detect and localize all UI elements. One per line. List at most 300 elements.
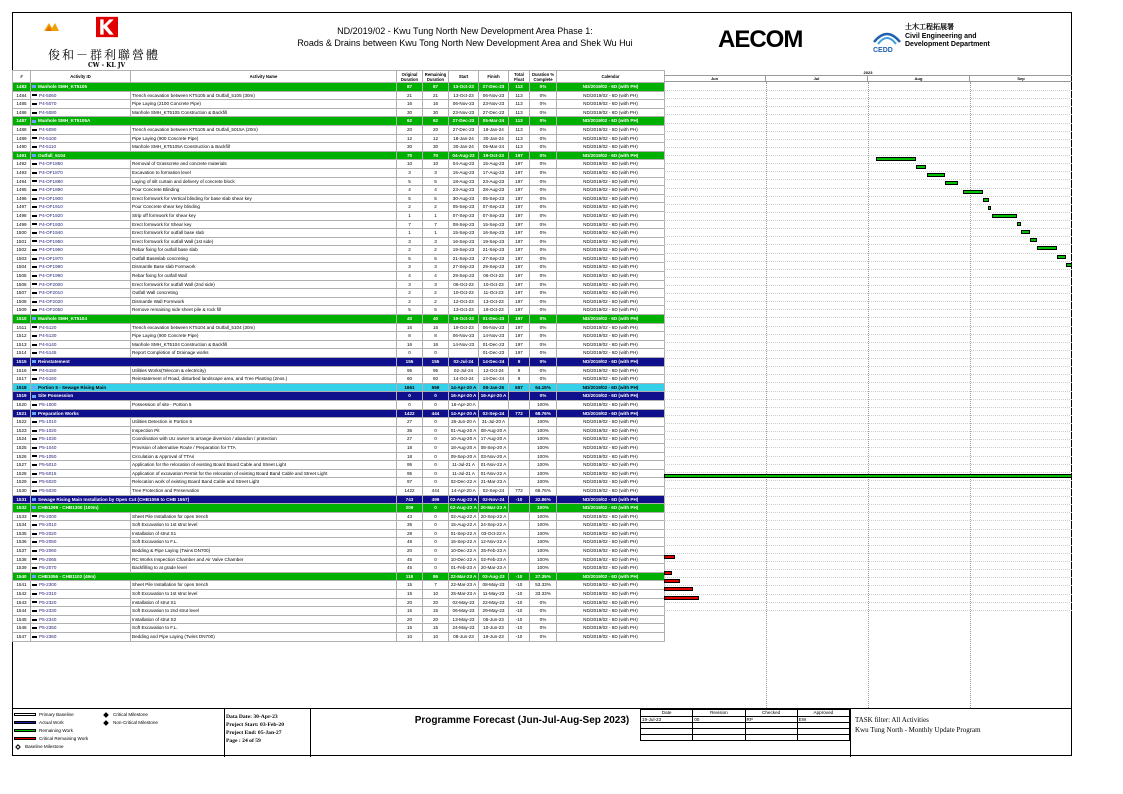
cell-rd: 10 — [423, 590, 449, 599]
gantt-row-line — [664, 155, 1072, 156]
cell-cal: ND/2019/02 - 6D (with PH) — [557, 229, 665, 238]
cell-pc: 0% — [530, 186, 557, 195]
gantt-bar[interactable] — [1017, 222, 1021, 226]
gantt-row-line — [664, 326, 1072, 327]
activity-row[interactable] — [13, 177, 665, 186]
cell-od: 45 — [397, 564, 423, 573]
gantt-bar[interactable] — [983, 198, 989, 202]
activity-row[interactable] — [13, 220, 665, 229]
gantt-row-line — [664, 90, 1072, 91]
cell-st: 06-Oct-23 — [449, 280, 479, 289]
cell-od: 20 — [397, 547, 423, 556]
activity-id: P4-OF1870 — [39, 169, 63, 175]
cell-pc: 0% — [530, 151, 557, 160]
gantt-bar[interactable] — [945, 181, 958, 185]
activity-bar-icon — [32, 430, 37, 432]
gantt-bar[interactable] — [927, 173, 945, 177]
cell-fi: 06-Oct-23 — [479, 272, 509, 281]
activity-bar-icon — [32, 378, 37, 380]
activity-row[interactable] — [13, 125, 665, 134]
cell-pc: 100% — [530, 426, 557, 435]
activity-bar-icon — [32, 223, 37, 225]
cell-name: Reinstatement of Road, disturbed landscape area, and Tree Planting (2nos.) — [131, 375, 397, 384]
cell-od: 0 — [397, 349, 423, 358]
cell-n: 1512 — [13, 332, 31, 341]
cell-od: 118 — [397, 572, 423, 581]
footer-divider — [850, 709, 851, 757]
gantt-row-line — [664, 98, 1072, 99]
cell-od: 2 — [397, 297, 423, 306]
cell-fi: 17-Aug-23 — [479, 168, 509, 177]
cell-n: 1530 — [13, 486, 31, 495]
gantt-row-line — [664, 537, 1072, 538]
cell-rd: 0 — [423, 478, 449, 487]
cell-fi: 14-Dec-24 — [479, 358, 509, 367]
cell-n: 1498 — [13, 211, 31, 220]
gantt-row-line — [664, 529, 1072, 530]
activity-id: P4-OF1930 — [39, 221, 63, 227]
gantt-bar[interactable] — [1066, 263, 1072, 267]
activity-row[interactable] — [13, 512, 665, 521]
cell-st — [449, 349, 479, 358]
activity-bar-icon — [32, 447, 37, 449]
activity-row[interactable] — [13, 581, 665, 590]
cell-od: 1661 — [397, 383, 423, 392]
cell-pc: 64.15% — [530, 383, 557, 392]
cell-od: 15 — [397, 607, 423, 616]
wbs-row[interactable] — [13, 392, 665, 401]
activity-row[interactable] — [13, 186, 665, 195]
column-header: Original Duration — [397, 71, 423, 83]
cell-tf: 9 — [509, 366, 530, 375]
schedule-dates — [226, 713, 284, 745]
cell-st: 12-Oct-23 — [449, 297, 479, 306]
gantt-bar[interactable] — [1057, 255, 1066, 259]
gantt-bar[interactable] — [876, 157, 916, 161]
cell-st: 04-Aug-23 — [449, 151, 479, 160]
cell-od: 15 — [397, 581, 423, 590]
activity-row[interactable] — [13, 280, 665, 289]
cell-n: 1492 — [13, 160, 31, 169]
cell-n: 1542 — [13, 590, 31, 599]
cell-cal: ND/2019/02 - 6D (with PH) — [557, 297, 665, 306]
cell-n: 1520 — [13, 400, 31, 409]
wbs-row[interactable] — [13, 409, 665, 418]
cell-pc: 68.76% — [530, 409, 557, 418]
gantt-row-line — [664, 212, 1072, 213]
project-end: Project End: 05-Jan-27 — [226, 730, 282, 736]
activity-bar-icon — [32, 258, 37, 260]
cell-n: 1506 — [13, 280, 31, 289]
gantt-year: 2023 — [664, 70, 1072, 76]
activity-row[interactable] — [13, 461, 665, 470]
cell-st: 14-Apr-20 A — [449, 383, 479, 392]
cell-fi: 22-May-23 — [479, 598, 509, 607]
activity-id: P4-OF2020 — [39, 298, 63, 304]
cell-pc: 100% — [530, 512, 557, 521]
revision-header: Checked — [745, 710, 797, 717]
cell-n: 1486 — [13, 108, 31, 117]
gantt-bar[interactable] — [664, 596, 699, 600]
activity-bar-icon — [32, 524, 37, 526]
cell-cal: ND/2019/02 - 6D (with PH) — [557, 529, 665, 538]
cell-fi: 01-Dec-23 — [479, 315, 509, 324]
activity-row[interactable] — [13, 469, 665, 478]
cell-name: Manhole SMH_KT5105A Construction & Backfill — [131, 143, 397, 152]
cell-pc: 100% — [530, 469, 557, 478]
activity-id: P4-OF2050 — [39, 307, 63, 313]
cell-rd: 5 — [423, 177, 449, 186]
cell-n: 1525 — [13, 443, 31, 452]
cell-od: 15 — [397, 590, 423, 599]
activity-row[interactable] — [13, 143, 665, 152]
jv-english-name: CW - KL JV — [88, 62, 126, 69]
legend-label: Critical Remaining Work — [39, 736, 89, 741]
cwkl-logo — [38, 16, 161, 69]
wbs-name: CHB1056 - CHB1102 (49m) — [38, 573, 96, 579]
cell-fi: 02-Nov-24 — [479, 495, 509, 504]
gantt-bar[interactable] — [664, 571, 672, 575]
cedd-logo — [872, 24, 1002, 60]
cell-fi: 23-Aug-23 — [479, 177, 509, 186]
activity-row[interactable] — [13, 521, 665, 530]
activity-bar-icon — [32, 326, 37, 328]
activity-row[interactable] — [13, 263, 665, 272]
cell-st: 25-Mar-23 A — [449, 590, 479, 599]
activity-row[interactable] — [13, 134, 665, 143]
gantt-row-line — [664, 374, 1072, 375]
activity-row[interactable] — [13, 538, 665, 547]
cell-tf: 197 — [509, 229, 530, 238]
cell-tf: 9 — [509, 358, 530, 367]
cell-rd: 95 — [423, 366, 449, 375]
column-header: # — [13, 71, 31, 83]
cell-name: Trench excavation between KT5105 and Outfall_5105 (30m) — [131, 91, 397, 100]
cedd-chinese: 土木工程拓展署 — [905, 24, 954, 31]
cell-name: Backfilling to at grade level — [131, 564, 397, 573]
cell-n: 1496 — [13, 194, 31, 203]
cell-st: 27-Sep-23 — [449, 263, 479, 272]
cell-pc: 0% — [530, 297, 557, 306]
activity-row[interactable] — [13, 418, 665, 427]
activity-bar-icon — [32, 481, 37, 483]
activity-row[interactable] — [13, 194, 665, 203]
wbs-row[interactable] — [13, 358, 665, 367]
cell-rd: 559 — [423, 383, 449, 392]
cell-st: 11-Jul-21 A — [449, 461, 479, 470]
column-header: Activity ID — [31, 71, 131, 83]
cell-od: 7 — [397, 220, 423, 229]
legend-critical-milestone — [104, 712, 148, 717]
wbs-row[interactable] — [13, 83, 665, 92]
cell-n: 1490 — [13, 143, 31, 152]
cell-rd: 0 — [423, 547, 449, 556]
wbs-row[interactable] — [13, 315, 665, 324]
activity-row[interactable] — [13, 555, 665, 564]
kl-logo-icon — [96, 16, 118, 38]
cell-rd: 2 — [423, 297, 449, 306]
activity-id: P4-OF1960 — [39, 247, 63, 253]
cell-name: Soft Excavation to 2nd strut level — [131, 607, 397, 616]
cell-od: 5 — [397, 194, 423, 203]
cell-od: 2 — [397, 289, 423, 298]
gantt-row-line — [664, 293, 1072, 294]
gantt-row-line — [664, 220, 1072, 221]
cell-tf — [509, 452, 530, 461]
activity-row[interactable] — [13, 366, 665, 375]
gantt-bar[interactable] — [916, 165, 926, 169]
aecom-logo: AECOM — [718, 26, 803, 53]
activity-row[interactable] — [13, 229, 665, 238]
cell-pc: 0% — [530, 289, 557, 298]
cell-st: 10-Dec-22 A — [449, 555, 479, 564]
activity-bar-icon — [32, 533, 37, 535]
cell-cal: ND/2019/02 - 6D (with PH) — [557, 160, 665, 169]
cell-rd: 0 — [423, 461, 449, 470]
cell-tf: 197 — [509, 168, 530, 177]
activity-row[interactable] — [13, 211, 665, 220]
activity-row[interactable] — [13, 108, 665, 117]
gantt-bar[interactable] — [1021, 230, 1030, 234]
cedd-mark-icon — [872, 24, 902, 54]
cell-name: Pipe Laying (900 Concrete Pipe) — [131, 134, 397, 143]
cell-st: 10-Oct-23 — [449, 289, 479, 298]
activity-row[interactable] — [13, 323, 665, 332]
activity-row[interactable] — [13, 340, 665, 349]
cell-name: Sheet Pile Installation for open trench — [131, 512, 397, 521]
cell-tf: 197 — [509, 177, 530, 186]
activity-bar-icon — [32, 215, 37, 217]
cell-rd: 16 — [423, 323, 449, 332]
cell-st: 06-Nov-23 — [449, 332, 479, 341]
cell-st: 13-Oct-23 — [449, 91, 479, 100]
activity-bar-icon — [32, 249, 37, 251]
cell-od: 743 — [397, 495, 423, 504]
activity-id: P4-5160 — [39, 376, 57, 382]
wbs-folder-icon — [32, 85, 36, 88]
cell-cal: ND/2019/02 - 6D (with PH) — [557, 418, 665, 427]
cell-n: 1509 — [13, 306, 31, 315]
activity-row[interactable] — [13, 564, 665, 573]
wbs-row[interactable] — [13, 495, 665, 504]
cell-rd: 20 — [423, 125, 449, 134]
gantt-bar[interactable] — [1030, 238, 1037, 242]
activity-row[interactable] — [13, 332, 665, 341]
hollow-diamond-icon — [15, 744, 21, 750]
legend-label: Non-Critical Milestone — [113, 720, 158, 725]
activity-row[interactable] — [13, 306, 665, 315]
cell-cal: ND/2019/02 - 6D (with PH) — [557, 358, 665, 367]
cell-n: 1529 — [13, 478, 31, 487]
activity-row[interactable] — [13, 297, 665, 306]
cell-cal: ND/2019/02 - 6D (with PH) — [557, 598, 665, 607]
cell-rd: 20 — [423, 598, 449, 607]
revision-value: RP — [745, 716, 797, 723]
activity-bar-icon — [32, 292, 37, 294]
cell-cal: ND/2019/02 - 6D (with PH) — [557, 633, 665, 642]
page-number: Page : 24 of 59 — [226, 738, 261, 744]
cell-st: 18-Aug-23 — [449, 177, 479, 186]
activity-row[interactable] — [13, 486, 665, 495]
cell-rd: 21 — [423, 91, 449, 100]
cell-cal: ND/2019/02 - 6D (with PH) — [557, 409, 665, 418]
activity-row[interactable] — [13, 254, 665, 263]
gantt-bar[interactable] — [992, 214, 1017, 218]
cell-name: Erect formwork for outfall base slab — [131, 229, 397, 238]
column-header: Finish — [479, 71, 509, 83]
activity-id: P5-1020 — [39, 427, 57, 433]
cell-fi: 08-May-23 — [479, 581, 509, 590]
activity-row[interactable] — [13, 100, 665, 109]
activity-row[interactable] — [13, 400, 665, 409]
activity-row[interactable] — [13, 168, 665, 177]
cell-tf: 197 — [509, 297, 530, 306]
activity-row[interactable] — [13, 615, 665, 624]
gantt-bar[interactable] — [664, 474, 1072, 478]
activity-row[interactable] — [13, 272, 665, 281]
activity-row[interactable] — [13, 435, 665, 444]
wbs-row[interactable] — [13, 117, 665, 126]
gantt-row-line — [664, 496, 1072, 497]
cell-name: Erect formwork for outfall Wall (1st side) — [131, 237, 397, 246]
cell-st: 22-Mar-23 A — [449, 572, 479, 581]
activity-bar-icon — [32, 240, 37, 242]
activity-row[interactable] — [13, 426, 665, 435]
cell-cal: ND/2019/02 - 6D (with PH) — [557, 400, 665, 409]
cell-tf — [509, 426, 530, 435]
wbs-row[interactable] — [13, 383, 665, 392]
cell-od: 95 — [397, 461, 423, 470]
cell-pc: 0% — [530, 598, 557, 607]
footer-divider — [224, 709, 225, 757]
cell-od: 12 — [397, 134, 423, 143]
cell-od: 8 — [397, 332, 423, 341]
wbs-folder-icon — [32, 360, 36, 363]
gantt-bar[interactable] — [963, 190, 983, 194]
wbs-row[interactable] — [13, 572, 665, 581]
cell-pc: 0% — [530, 366, 557, 375]
cell-rd: 62 — [423, 117, 449, 126]
cell-od: 36 — [397, 426, 423, 435]
activity-bar-icon — [32, 610, 37, 612]
cell-tf: 772 — [509, 409, 530, 418]
cell-tf — [509, 469, 530, 478]
task-filter-line2: Kwu Tung North - Monthly Update Program — [855, 726, 981, 734]
cell-name: Possession of site - Portion 5 — [131, 400, 397, 409]
activity-row[interactable] — [13, 91, 665, 100]
activity-row[interactable] — [13, 160, 665, 169]
gantt-row-line — [664, 228, 1072, 229]
cell-st: 15-Sep-22 A — [449, 538, 479, 547]
cell-tf: -10 — [509, 624, 530, 633]
gantt-header — [664, 70, 1072, 82]
cell-tf: 197 — [509, 280, 530, 289]
activity-row[interactable] — [13, 547, 665, 556]
activity-row[interactable] — [13, 443, 665, 452]
activity-row[interactable] — [13, 590, 665, 599]
activity-bar-icon — [32, 172, 37, 174]
cell-name: Installation of strut S2 — [131, 615, 397, 624]
gantt-bar[interactable] — [664, 579, 680, 583]
activity-row[interactable] — [13, 289, 665, 298]
cell-st: 05-Sep-23 — [449, 203, 479, 212]
gantt-gridline — [970, 82, 971, 708]
activity-row[interactable] — [13, 607, 665, 616]
cell-name: Application of excavation Permit for the relocation of existing Board Band Cable and Street Light — [131, 469, 397, 478]
activity-bar-icon — [32, 266, 37, 268]
cell-cal: ND/2019/02 - 6D (with PH) — [557, 564, 665, 573]
cell-n: 1540 — [13, 572, 31, 581]
activity-row[interactable] — [13, 349, 665, 358]
cell-pc: 0% — [530, 91, 557, 100]
cell-cal: ND/2019/02 - 6D (with PH) — [557, 83, 665, 92]
activity-row[interactable] — [13, 478, 665, 487]
cell-name: Pipe Laying (2100 Concrete Pipe) — [131, 100, 397, 109]
cell-od: 5 — [397, 254, 423, 263]
gantt-bar[interactable] — [1037, 246, 1057, 250]
activity-row[interactable] — [13, 452, 665, 461]
cell-n: 1500 — [13, 229, 31, 238]
activity-bar-icon — [32, 163, 37, 165]
activity-row[interactable] — [13, 237, 665, 246]
cell-st: 08-Jun-23 — [449, 633, 479, 642]
cell-pc: 0% — [530, 160, 557, 169]
cell-n: 1503 — [13, 254, 31, 263]
gantt-bar[interactable] — [664, 555, 675, 559]
wbs-row[interactable] — [13, 504, 665, 513]
cell-fi: 08-Aug-20 A — [479, 426, 509, 435]
activity-row[interactable] — [13, 375, 665, 384]
schedule-table — [12, 70, 665, 642]
cell-cal: ND/2019/02 - 6D (with PH) — [557, 315, 665, 324]
cell-tf — [509, 400, 530, 409]
wbs-row[interactable] — [13, 151, 665, 160]
gantt-bar[interactable] — [664, 587, 693, 591]
revision-header: Revision — [693, 710, 745, 717]
cell-fi: 21-Sep-23 — [479, 246, 509, 255]
activity-row[interactable] — [13, 633, 665, 642]
activity-bar-icon — [32, 619, 37, 621]
activity-id: P5-1030 — [39, 436, 57, 442]
cell-od: 45 — [397, 555, 423, 564]
cell-n: 1484 — [13, 91, 31, 100]
cell-rd: 0 — [423, 469, 449, 478]
cell-od: 16 — [397, 323, 423, 332]
gantt-row-line — [664, 553, 1072, 554]
cell-pc: 100% — [530, 555, 557, 564]
activity-row[interactable] — [13, 598, 665, 607]
activity-row[interactable] — [13, 203, 665, 212]
cell-fi: 25-Feb-23 A — [479, 547, 509, 556]
cell-st: 08-Sep-23 — [449, 220, 479, 229]
cell-tf: -10 — [509, 590, 530, 599]
project-start: Project Start: 03-Feb-20 — [226, 722, 284, 728]
cell-cal: ND/2019/02 - 6D (with PH) — [557, 607, 665, 616]
cell-n: 1487 — [13, 117, 31, 126]
cell-fi: 05-Mar-24 — [479, 117, 509, 126]
gantt-bar[interactable] — [988, 206, 991, 210]
gantt-row-line — [664, 480, 1072, 481]
activity-row[interactable] — [13, 246, 665, 255]
activity-bar-icon — [32, 232, 37, 234]
cell-pc: 0% — [530, 237, 557, 246]
activity-id: P4-5100 — [39, 135, 57, 141]
activity-bar-icon — [32, 421, 37, 423]
activity-row[interactable] — [13, 624, 665, 633]
activity-row[interactable] — [13, 529, 665, 538]
activity-id: P5-2310 — [39, 591, 57, 597]
cell-tf: 113 — [509, 134, 530, 143]
